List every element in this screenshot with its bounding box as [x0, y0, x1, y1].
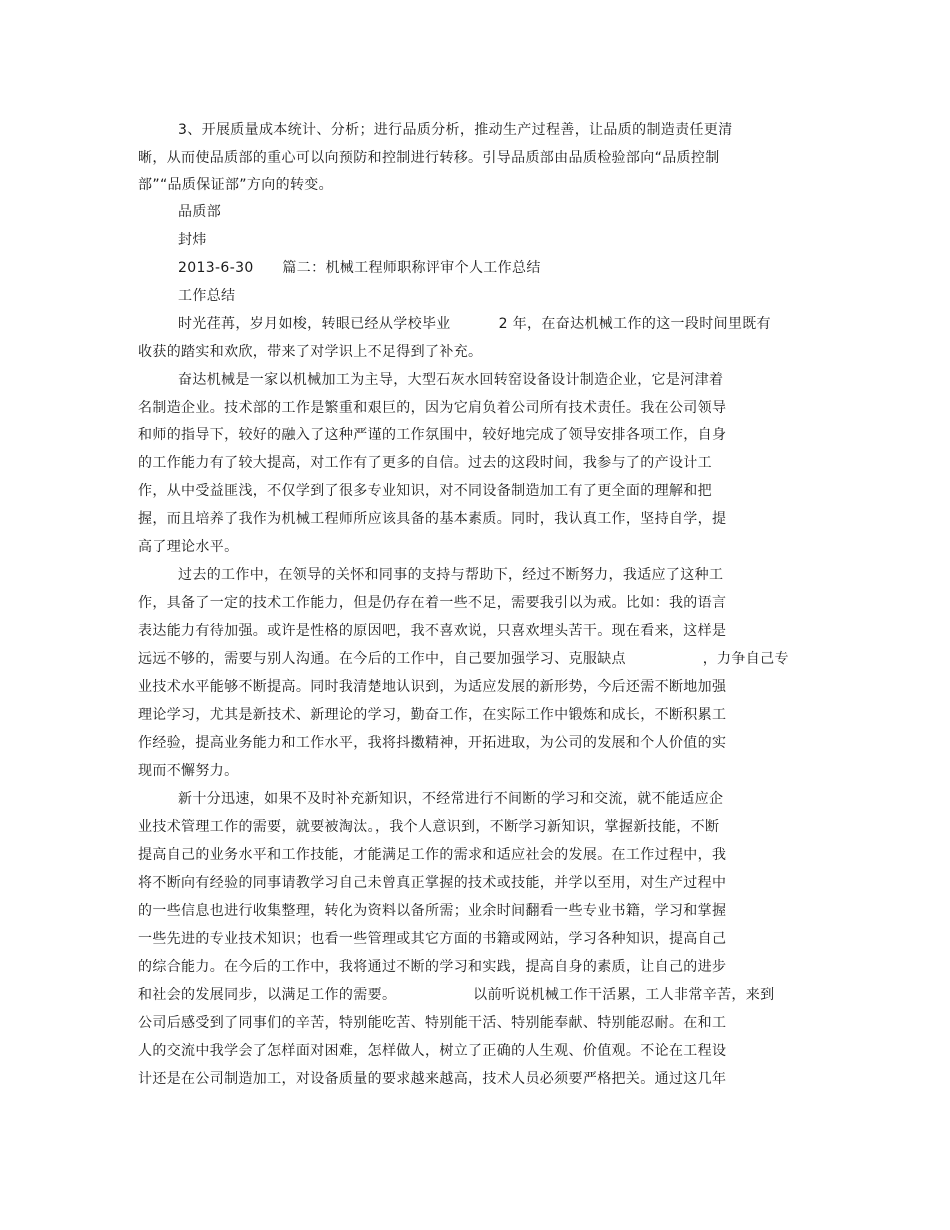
text-line: 品质部 [178, 204, 222, 220]
text-line: 3、开展质量成本统计、分析；进行品质分析，推动生产过程善，让品质的制造责任更清 [178, 122, 733, 138]
text-line: 新十分迅速，如果不及时补充新知识，不经常进行不间断的学习和交流，就不能适应企 [178, 791, 724, 807]
text-line: 2013-6-30 篇二：机械工程师职称评审个人工作总结 [178, 260, 541, 276]
text-line: 业技术管理工作的需要，就要被淘汰。，我个人意识到，不断学习新知识，掌握新技能，不断 [138, 819, 720, 835]
text-line: 一些先进的专业技术知识；也看一些管理或其它方面的书籍或网站，学习各种知识，提高自己 [138, 931, 727, 947]
text-line: 将不断向有经验的同事请教学习自己未曾真正掌握的技术或技能，并学以至用，对生产过程中 [138, 875, 727, 891]
text-line: 远远不够的，需要与别人沟通。在今后的工作中，自己要加强学习、克服缺点 ，力争自己专 [138, 651, 789, 667]
text-line: 的一些信息也进行收集整理，转化为资料以备所需；业余时间翻看一些专业书籍，学习和掌握 [138, 903, 727, 919]
text-line: 握，而且培养了我作为机械工程师所应该具备的基本素质。同时，我认真工作，坚持自学，提 [138, 511, 727, 527]
text-line: 业技术水平能够不断提高。同时我清楚地认识到，为适应发展的新形势，今后还需不断地加强 [138, 679, 727, 695]
text-line: 封炜 [178, 232, 207, 248]
text-line: 名制造企业。技术部的工作是繁重和艰巨的，因为它肩负着公司所有技术责任。我在公司领导 [138, 400, 727, 416]
text-line: 理论学习，尤其是新技术、新理论的学习，勤奋工作，在实际工作中锻炼和成长，不断积累工 [138, 707, 727, 723]
text-line: 作，从中受益匪浅，不仅学到了很多专业知识，对不同设备制造加工有了更全面的理解和把 [138, 483, 712, 499]
text-line: 和师的指导下，较好的融入了这种严谨的工作氛围中，较好地完成了领导安排各项工作，自身 [138, 427, 727, 443]
text-line: 收获的踏实和欢欣，带来了对学识上不足得到了补充。 [138, 344, 483, 360]
text-line: 和社会的发展同步，以满足工作的需要。 以前听说机械工作干活累，工人非常辛苦，来到 [138, 987, 775, 1003]
text-line: 时光荏苒，岁月如梭，转眼已经从学校毕业 2 年，在奋达机械工作的这一段时间里既有 [178, 316, 772, 332]
text-line: 现而不懈努力。 [138, 763, 239, 779]
text-line: 部”“品质保证部”方向的转变。 [138, 177, 334, 193]
text-line: 奋达机械是一家以机械加工为主导，大型石灰水回转窑设备设计制造企业，它是河津着 [178, 372, 724, 388]
text-line: 表达能力有待加强。或许是性格的原因吧，我不喜欢说，只喜欢埋头苦干。现在看来，这样是 [138, 623, 727, 639]
text-line: 提高自己的业务水平和工作技能，才能满足工作的需求和适应社会的发展。在工作过程中，我 [138, 847, 727, 863]
text-line: 计还是在公司制造加工，对设备质量的要求越来越高，技术人员必须要严格把关。通过这几年 [138, 1071, 727, 1087]
text-line: 作，具备了一定的技术工作能力，但是仍存在着一些不足，需要我引以为戒。比如：我的语言 [138, 595, 727, 611]
text-line: 高了理论水平。 [138, 539, 239, 555]
text-line: 的综合能力。在今后的工作中，我将通过不断的学习和实践，提高自身的素质，让自己的进步 [138, 959, 727, 975]
section-heading: 工作总结 [178, 288, 236, 304]
text-line: 作经验，提高业务能力和工作水平，我将抖擞精神，开拓进取，为公司的发展和个人价值的实 [138, 735, 727, 751]
text-line: 过去的工作中，在领导的关怀和同事的支持与帮助下，经过不断努力，我适应了这种工 [178, 567, 724, 583]
text-line: 晰，从而使品质部的重心可以向预防和控制进行转移。引导品质部由品质检验部向“品质控制 [138, 150, 720, 166]
text-line: 的工作能力有了较大提高，对工作有了更多的自信。过去的这段时间，我参与了的产设计工 [138, 455, 712, 471]
text-line: 公司后感受到了同事们的辛苦，特别能吃苦、特别能干活、特别能奉献、特别能忍耐。在和工 [138, 1015, 727, 1031]
text-line: 人的交流中我学会了怎样面对困难，怎样做人，树立了正确的人生观、价值观。不论在工程设 [138, 1043, 727, 1059]
